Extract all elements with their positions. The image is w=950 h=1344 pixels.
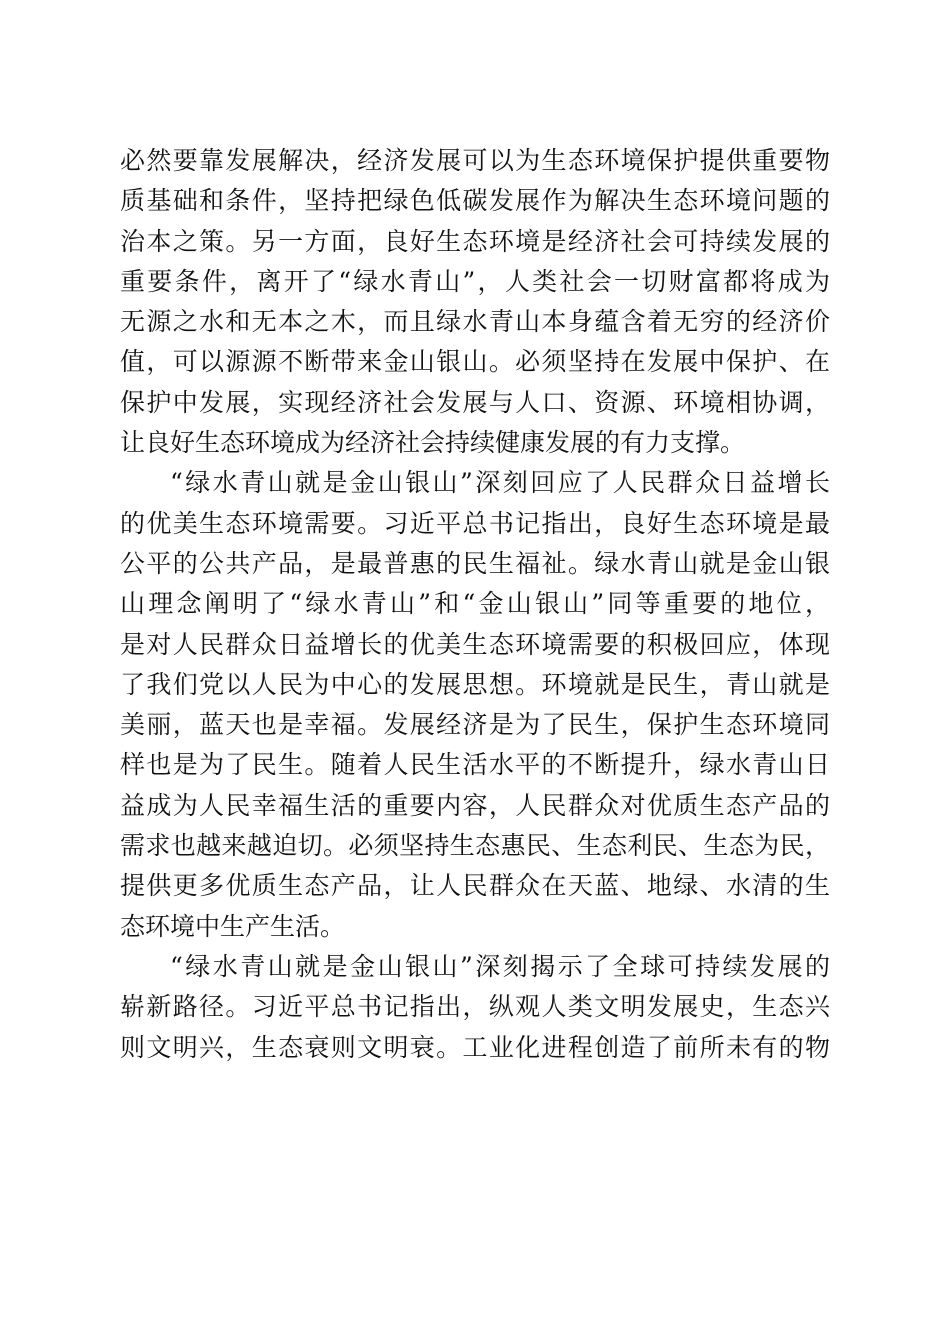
text-line: 治本之策。另一方面，良好生态环境是经济社会可持续发展的 bbox=[120, 226, 830, 256]
paragraph-start-line: “绿水青山就是金山银山”深刻回应了人民群众日益增长 bbox=[170, 468, 830, 498]
body-text bbox=[120, 141, 830, 1068]
text-line: 的优美生态环境需要。习近平总书记指出，良好生态环境是最 bbox=[120, 508, 830, 538]
text-line: 态环境中生产生活。 bbox=[120, 911, 346, 941]
text-line: 让良好生态环境成为经济社会持续健康发展的有力支撑。 bbox=[120, 428, 746, 458]
text-line: 必然要靠发展解决，经济发展可以为生态环境保护提供重要物 bbox=[120, 146, 830, 175]
text-line: 是对人民群众日益增长的优美生态环境需要的积极回应，体现 bbox=[120, 629, 830, 659]
text-line: 山理念阐明了“绿水青山”和“金山银山”同等重要的地位， bbox=[120, 589, 830, 619]
text-line: 公平的公共产品，是最普惠的民生福祉。绿水青山就是金山银 bbox=[120, 548, 830, 578]
text-line: 崭新路径。习近平总书记指出，纵观人类文明发展史，生态兴 bbox=[120, 992, 830, 1022]
text-line: 保护中发展，实现经济社会发展与人口、资源、环境相协调， bbox=[120, 387, 830, 417]
text-line: 则文明兴，生态衰则文明衰。工业化进程创造了前所未有的物 bbox=[120, 1032, 830, 1062]
text-line: 益成为人民幸福生活的重要内容，人民群众对优质生态产品的 bbox=[120, 790, 830, 820]
text-line: 重要条件，离开了“绿水青山”，人类社会一切财富都将成为 bbox=[120, 266, 830, 296]
text-line: 质基础和条件，坚持把绿色低碳发展作为解决生态环境问题的 bbox=[120, 186, 830, 216]
text-line: 提供更多优质生态产品，让人民群众在天蓝、地绿、水清的生 bbox=[120, 871, 830, 901]
text-line: 无源之水和无本之木，而且绿水青山本身蕴含着无穷的经济价 bbox=[120, 307, 830, 337]
text-line: 了我们党以人民为中心的发展思想。环境就是民生，青山就是 bbox=[120, 669, 830, 699]
text-line: 值，可以源源不断带来金山银山。必须坚持在发展中保护、在 bbox=[120, 347, 830, 377]
paragraph-start-line: “绿水青山就是金山银山”深刻揭示了全球可持续发展的 bbox=[170, 951, 830, 981]
text-line: 样也是为了民生。随着人民生活水平的不断提升，绿水青山日 bbox=[120, 750, 830, 780]
text-line: 需求也越来越迫切。必须坚持生态惠民、生态利民、生态为民， bbox=[120, 831, 830, 861]
text-line: 美丽，蓝天也是幸福。发展经济是为了民生，保护生态环境同 bbox=[120, 710, 830, 740]
